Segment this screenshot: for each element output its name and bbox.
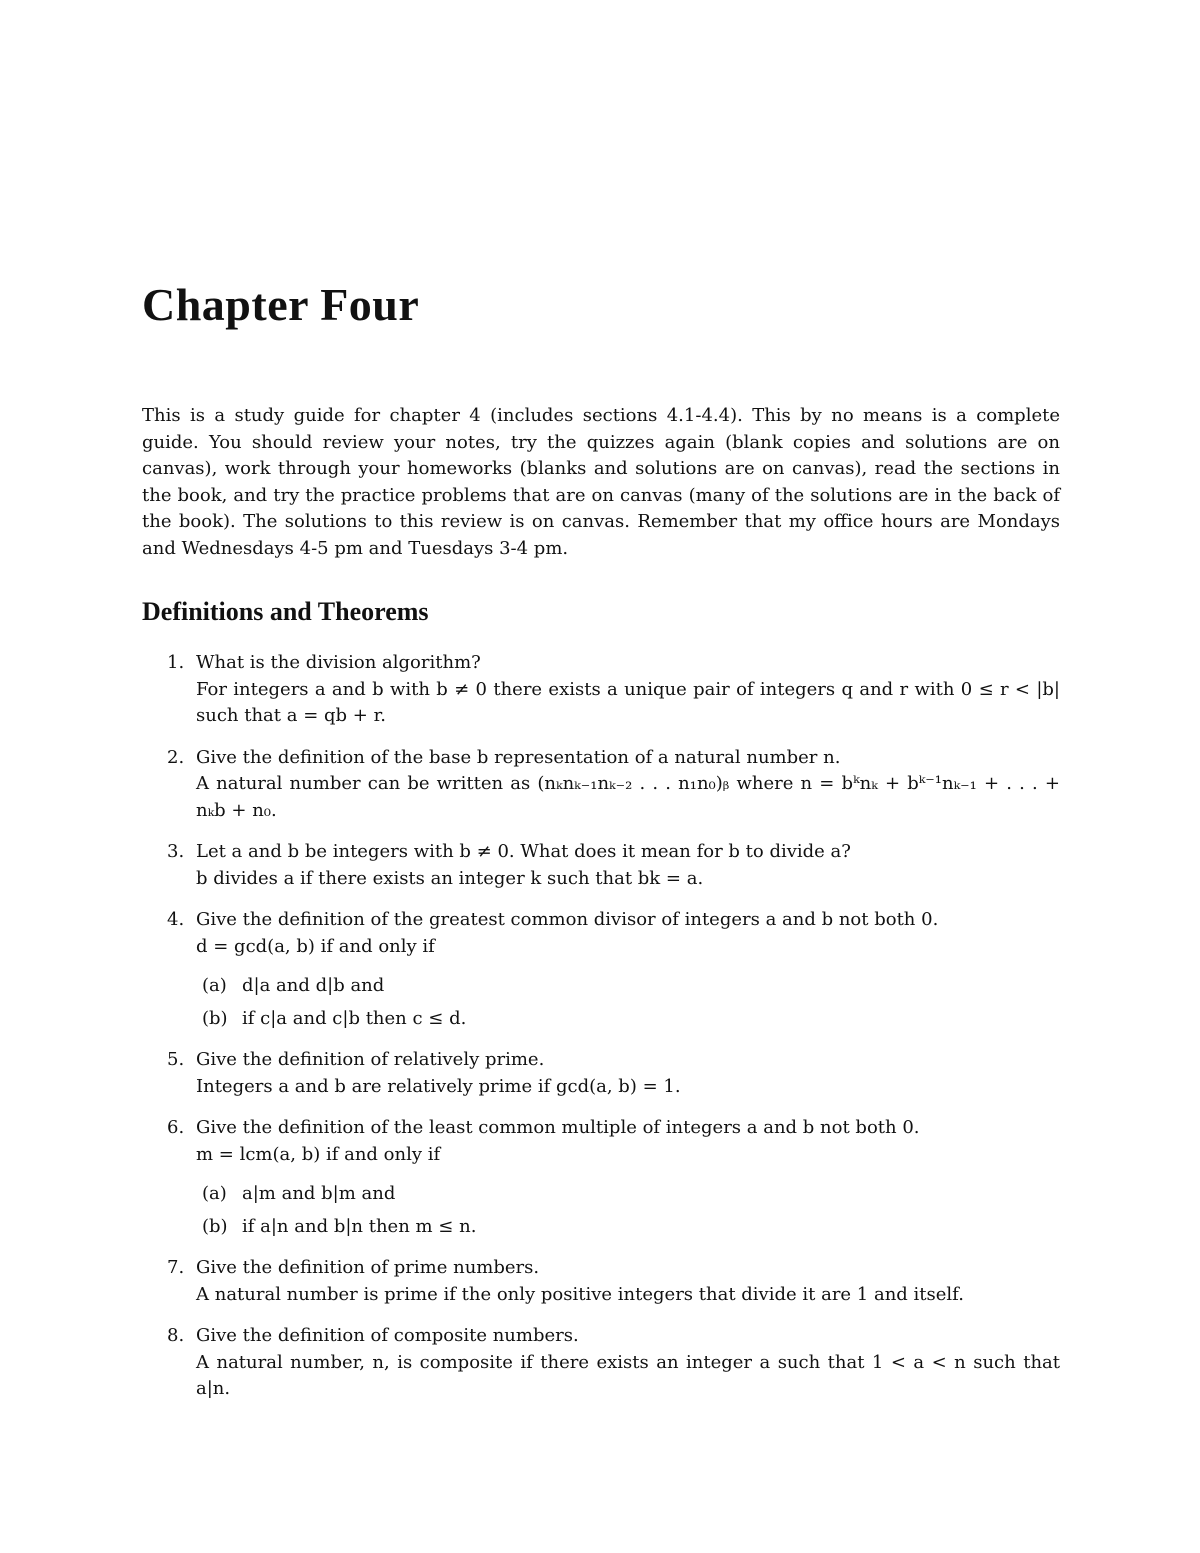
sub-list-item (196, 1181, 1060, 1208)
definitions-list (142, 650, 1060, 1418)
item-number: 3. (167, 841, 185, 862)
list-item (142, 650, 1060, 730)
sub-item-label: (b) (202, 1007, 228, 1029)
sub-item-text: d|a and d|b and (242, 975, 385, 996)
sub-item-label: (a) (202, 975, 227, 996)
item-question: What is the division algorithm? (196, 652, 481, 673)
item-number: 1. (167, 652, 185, 673)
list-item (142, 1255, 1060, 1308)
item-number: 8. (167, 1325, 185, 1346)
item-number: 7. (167, 1257, 185, 1278)
sub-list-item (196, 1006, 1060, 1033)
sub-list-item (196, 1214, 1060, 1241)
item-answer: For integers a and b with b ≠ 0 there exists a unique pair of integers q and r with 0 ≤ r < |b| such that a = qb + r. (196, 678, 1060, 726)
sub-list (196, 973, 1060, 1032)
sub-item-text: if c|a and c|b then c ≤ d. (242, 1007, 467, 1029)
item-question: Give the definition of the least common multiple of integers a and b not both 0. (196, 1117, 920, 1138)
list-item (142, 1323, 1060, 1403)
sub-list (196, 1181, 1060, 1240)
item-question: Give the definition of relatively prime. (196, 1049, 545, 1070)
item-answer: b divides a if there exists an integer k such that bk = a. (196, 867, 704, 889)
item-number: 2. (167, 746, 185, 768)
item-question: Give the definition of the base b representation of a natural number n. (196, 746, 841, 768)
intro-paragraph: This is a study guide for chapter 4 (includes sections 4.1-4.4). This by no means is a complete guide. You should review your notes, try the quizzes again (blank copies and solutions are on canvas), work through your homeworks (blanks and solutions are on canvas), read the sections in the book, and try the practice problems that are on canvas (many of the solutions are in the back of the book). The solutions to this review is on canvas. Remember that my office hours are Mondays and Wednesdays 4-5 pm and Tuesdays 3-4 pm. (142, 405, 1060, 559)
list-item (142, 839, 1060, 892)
list-item (142, 745, 1060, 825)
item-answer: A natural number is prime if the only positive integers that divide it are 1 and itself. (196, 1283, 964, 1305)
item-answer: d = gcd(a, b) if and only if (196, 935, 435, 957)
list-item (142, 907, 1060, 1032)
item-answer: A natural number, n, is composite if there exists an integer a such that 1 < a < n such that a|n. (196, 1351, 1060, 1399)
item-question: Let a and b be integers with b ≠ 0. What does it mean for b to divide a? (196, 841, 851, 862)
item-question: Give the definition of prime numbers. (196, 1257, 540, 1278)
item-number: 6. (167, 1117, 185, 1138)
chapter-title: Chapter Four (142, 279, 420, 330)
item-answer: m = lcm(a, b) if and only if (196, 1143, 441, 1165)
list-item (142, 1047, 1060, 1100)
sub-item-label: (b) (202, 1215, 228, 1237)
section-heading: Definitions and Theorems (142, 597, 429, 626)
item-answer: A natural number can be written as (nₖnₖ₋₁nₖ₋₂ . . . n₁n₀)ᵦ where n = bᵏnₖ + bᵏ⁻¹nₖ₋₁ + . . . + nₖb + n₀. (196, 773, 1060, 821)
item-number: 5. (167, 1049, 185, 1070)
item-question: Give the definition of composite numbers. (196, 1325, 579, 1346)
list-item (142, 1115, 1060, 1240)
item-answer: Integers a and b are relatively prime if gcd(a, b) = 1. (196, 1075, 681, 1097)
item-question: Give the definition of the greatest common divisor of integers a and b not both 0. (196, 909, 939, 930)
sub-item-label: (a) (202, 1183, 227, 1204)
item-number: 4. (167, 909, 185, 930)
sub-list-item (196, 973, 1060, 1000)
sub-item-text: if a|n and b|n then m ≤ n. (242, 1215, 477, 1237)
sub-item-text: a|m and b|m and (242, 1183, 396, 1204)
